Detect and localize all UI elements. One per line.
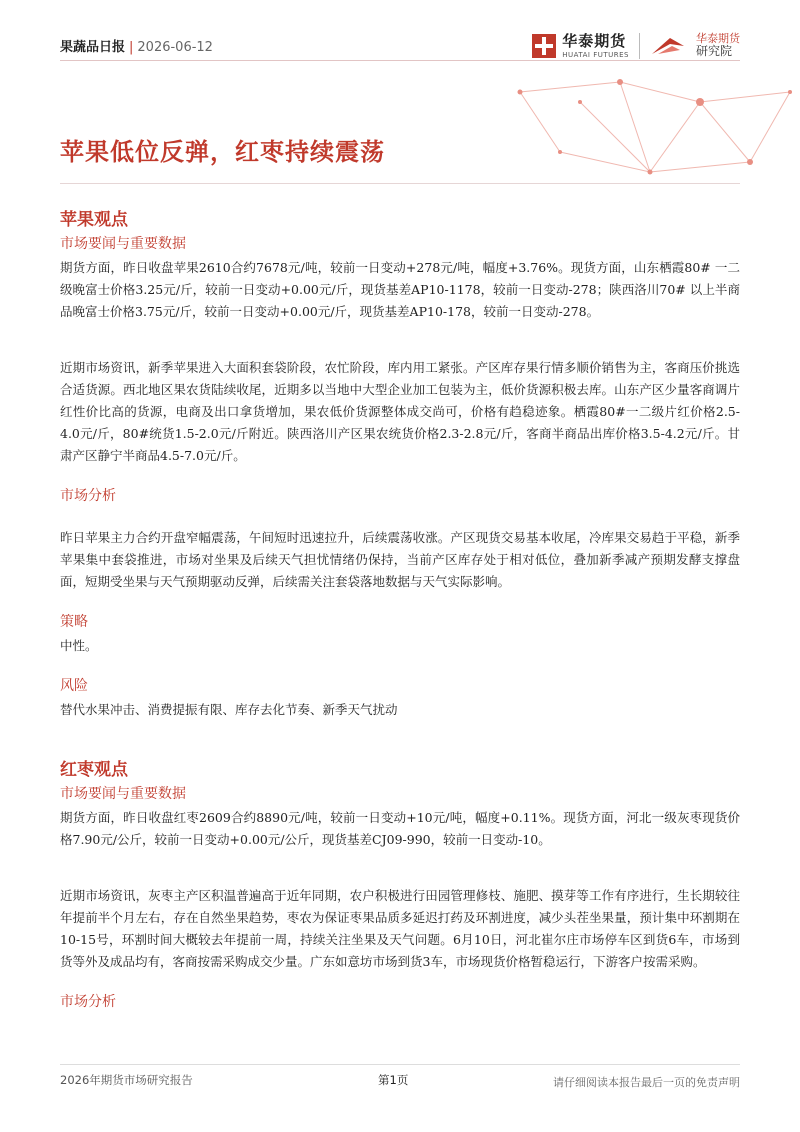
jujube-section-title: 红枣观点 bbox=[60, 760, 128, 780]
apple-strategy-paragraph: 中性。 bbox=[60, 638, 98, 653]
footer-rule bbox=[60, 1064, 740, 1065]
report-date: 2026-06-12 bbox=[137, 40, 213, 55]
huatai-logo-icon bbox=[532, 34, 556, 58]
apple-section-title: 苹果观点 bbox=[60, 210, 128, 230]
title-rule bbox=[60, 183, 740, 184]
institute-logo-icon bbox=[650, 34, 686, 58]
apple-analysis-paragraph: 昨日苹果主力合约开盘窄幅震荡，午间短时迅速拉升，后续震荡收涨。产区现货交易基本收尾，冷库果交易趋于平稳，新季苹果集中套袋推进，市场对坐果及后续天气担忧情绪仍保持，当前产区库存处于相对低位，叠加新季减产预期发酵支撑盘面，短期受坐果与天气预期驱动反弹，后续需关注套袋落地数据与天气实际影响。 bbox=[60, 530, 740, 589]
logo-area bbox=[532, 28, 740, 64]
footer-report-name: 2026年期货市场研究报告 bbox=[60, 1073, 193, 1087]
jujube-analysis-title: 市场分析 bbox=[60, 994, 116, 1010]
institute-line1: 华泰期货 bbox=[696, 31, 740, 45]
apple-risk-title: 风险 bbox=[60, 678, 88, 694]
logo-cn-text: 华泰期货 bbox=[562, 31, 627, 50]
apple-news-paragraph-2: 近期市场资讯，新季苹果进入大面积套袋阶段，农忙阶段，库内用工紧张。产区库存果行情多顺价销售为主，客商压价挑选合适货源。西北地区果农货陆续收尾，近期多以当地中大型企业加工包装为主，低价货源积极去库。山东产区少量客商调片红性价比高的货源，电商及出口拿货增加，果农低价货源整体成交尚可，价格有趋稳迹象。栖霞80#一二级片红价格2.5-4.0元/斤，80#统货1.5-2.0元/斤附近。陕西洛川产区果农统货价格2.3-2.8元/斤，客商半商品出库价格3.5-4.2元/斤。甘肃产区静宁半商品4.5-7.0元/斤。 bbox=[60, 360, 740, 463]
apple-news-title: 市场要闻与重要数据 bbox=[60, 236, 186, 252]
disclaimer-note: 请仔细阅读本报告最后一页的免责声明 bbox=[553, 1076, 740, 1089]
report-body bbox=[60, 205, 740, 1015]
header-rule bbox=[60, 60, 740, 61]
decorative-network-graphic bbox=[500, 62, 800, 192]
logo-divider bbox=[639, 33, 640, 59]
apple-analysis-title: 市场分析 bbox=[60, 488, 116, 504]
header-separator: | bbox=[129, 40, 134, 55]
jujube-news-paragraph-1: 期货方面，昨日收盘红枣2609合约8890元/吨，较前一日变动+10元/吨，幅度+0.11%。现货方面，河北一级灰枣现货价格7.90元/公斤，较前一日变动+0.00元/公斤，现货基差CJ09-990，较前一日变动-10。 bbox=[60, 810, 740, 847]
jujube-news-title: 市场要闻与重要数据 bbox=[60, 786, 186, 802]
apple-risk-paragraph: 替代水果冲击、消费提振有限、库存去化节奏、新季天气扰动 bbox=[60, 702, 398, 717]
institute-line2: 研究院 bbox=[696, 44, 733, 59]
report-name: 果蔬品日报 bbox=[60, 40, 126, 55]
page-number: 第1页 bbox=[378, 1073, 409, 1087]
company-logo bbox=[532, 31, 629, 59]
apple-news-paragraph-1: 期货方面，昨日收盘苹果2610合约7678元/吨，较前一日变动+278元/吨，幅度+3.76%。现货方面，山东栖霞80# 一二级晚富士价格3.25元/斤，较前一日变动+0.00元/斤，现货基差AP10-1178，较前一日变动-278；陕西洛川70# 以上半商品晚富士价格3.75元/斤，较前一日变动+0.00元/斤，现货基差AP10-178，较前一日变动-278。 bbox=[60, 260, 740, 319]
logo-en-text: HUATAI FUTURES bbox=[562, 50, 629, 59]
main-title: 苹果低位反弹，红枣持续震荡 bbox=[60, 138, 385, 166]
jujube-news-paragraph-2: 近期市场资讯，灰枣主产区积温普遍高于近年同期，农户积极进行田园管理修枝、施肥、摸芽等工作有序进行，生长期较往年提前半个月左右，存在自然坐果趋势，枣农为保证枣果品质多延迟打药及环割进度，减少头茬坐果量，预计集中环割期在10-15号，环割时间大概较去年提前一周，持续关注坐果及天气问题。6月10日，河北崔尔庄市场停车区到货6车，市场到货等外及成品均有，客商按需采购成交少量。广东如意坊市场到货3车，市场现货价格暂稳运行，下游客户按需采购。 bbox=[60, 888, 740, 969]
report-header bbox=[60, 36, 213, 55]
apple-strategy-title: 策略 bbox=[60, 614, 88, 630]
